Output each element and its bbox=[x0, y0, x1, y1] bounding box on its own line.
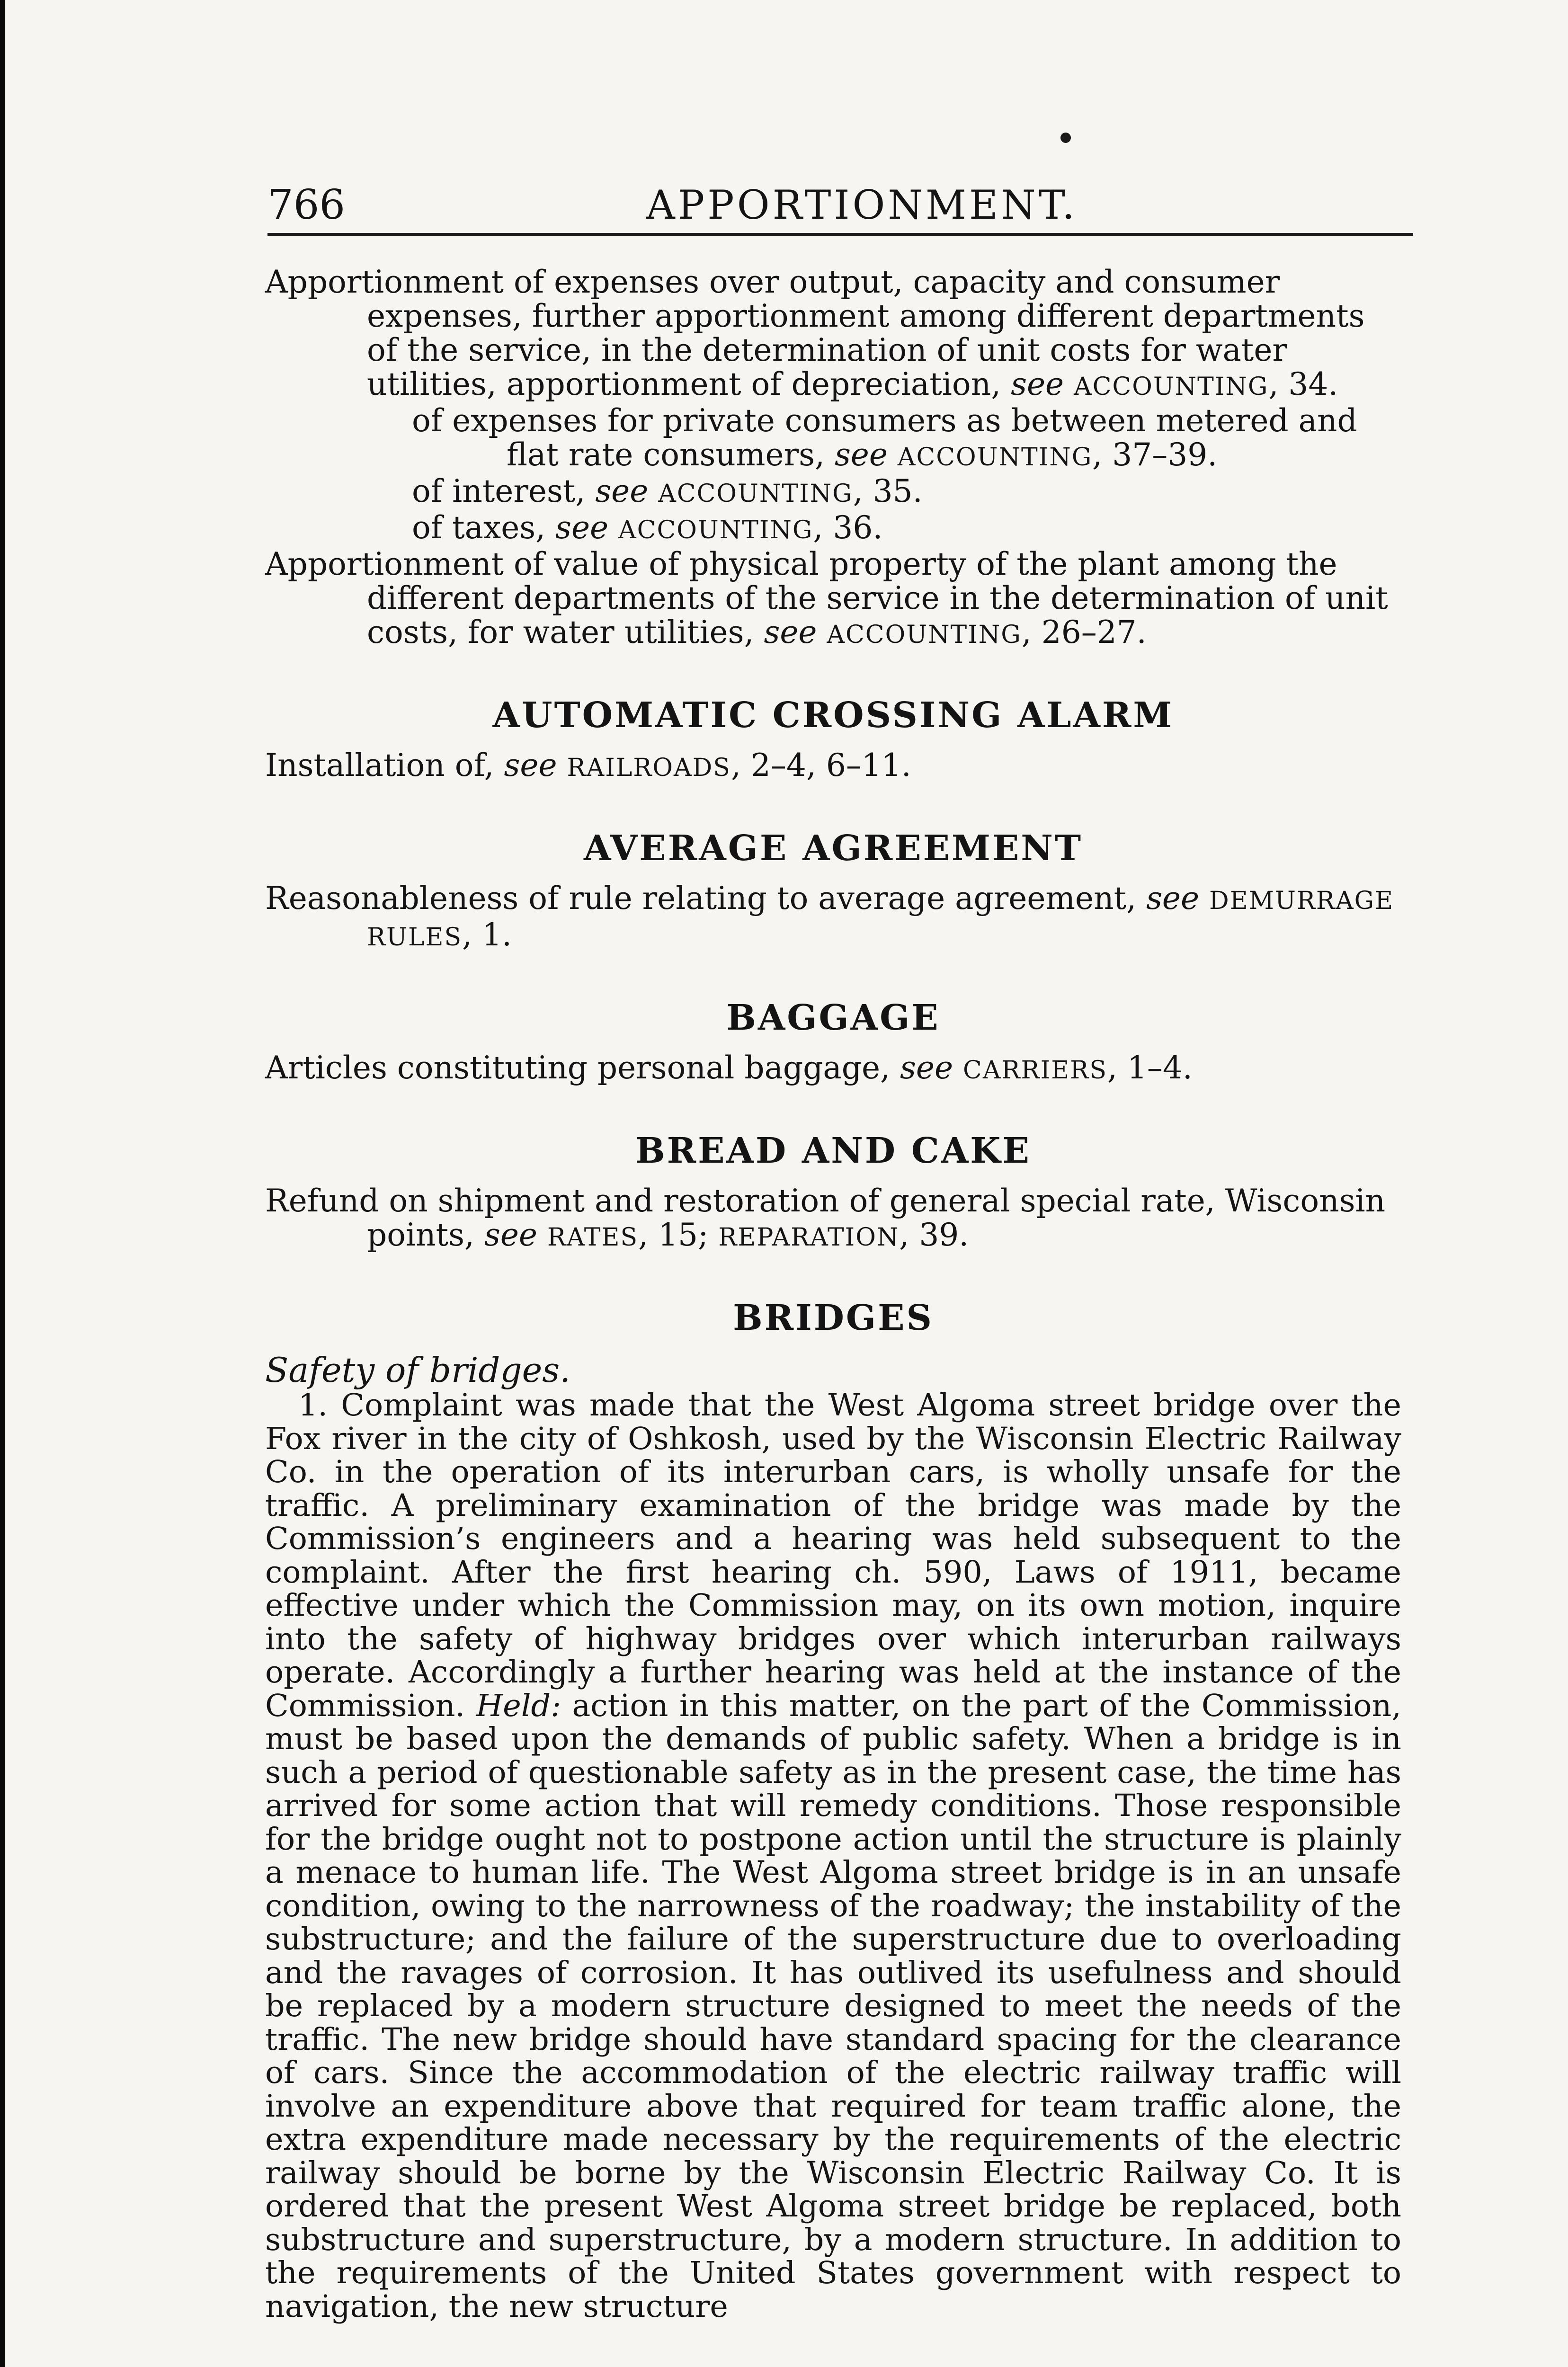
see-word: see bbox=[900, 1050, 953, 1086]
running-title: APPORTIONMENT. bbox=[646, 182, 1078, 228]
see-word: see bbox=[504, 747, 557, 783]
heading-automatic-crossing-alarm: AUTOMATIC CROSSING ALARM bbox=[492, 695, 1174, 736]
apportionment-entry-value bbox=[265, 547, 1401, 652]
page-refs: , 2–4, 6–11. bbox=[731, 747, 911, 783]
cross-reference: DEMURRAGE RULES bbox=[367, 887, 1394, 952]
index-content bbox=[265, 265, 1401, 2323]
page-refs: , 26–27. bbox=[1021, 614, 1147, 650]
entry-text: Reasonableness of rule relating to average agreement, bbox=[265, 880, 1147, 917]
cross-reference: ACCOUNTING bbox=[827, 621, 1022, 649]
cross-reference: ACCOUNTING bbox=[658, 480, 853, 508]
cross-reference: ACCOUNTING bbox=[1074, 373, 1269, 401]
paragraph-text: action in this matter, on the part of the Commission, must be based upon the demands of public safety. When a bridge is in such a period of questionable safety as in the present case, the time has arrived for some action that will remedy conditions. Those responsible for the bridge ought not to postpone action until the structure is plainly a menace to human life. The West Algoma street bridge is in an unsafe condition, owing to the narrowness of the roadway; the instability of the substructure; and the failure of the superstructure due to overloading and the ravages of corrosion. It has outlived its usefulness and should be replaced by a modern structure designed to meet the needs of the traffic. The new bridge should have standard spacing for the clearance of cars. Since the accommodation of the electric railway traffic will involve an expenditure above that required for team traffic alone, the extra expenditure made necessary by the requirements of the electric railway should be borne by the Wisconsin Electric Railway Co. It is ordered that the present West Algoma street bridge be replaced, both substructure and superstructure, by a modern structure. In addition to the requirements of the United States government with respect to navigation, the new structure bbox=[265, 1688, 1402, 2324]
cross-reference: ACCOUNTING bbox=[897, 443, 1093, 472]
bridges-paragraph bbox=[265, 1389, 1401, 2323]
see-word: see bbox=[555, 509, 609, 546]
cross-reference: REPARATION bbox=[718, 1223, 900, 1252]
see-word: see bbox=[595, 473, 649, 509]
bread-and-cake-entry bbox=[265, 1184, 1401, 1255]
apportionment-entry-expenses bbox=[265, 265, 1401, 404]
ink-dot bbox=[1060, 133, 1071, 143]
running-head bbox=[267, 179, 1404, 231]
page-refs: , 15; bbox=[638, 1217, 719, 1253]
entry-text: of expenses for private consumers as between metered and flat rate consumers, bbox=[412, 402, 1357, 473]
heading-average-agreement: AVERAGE AGREEMENT bbox=[583, 828, 1083, 869]
see-word: see bbox=[834, 436, 888, 473]
page-refs: , 34. bbox=[1268, 366, 1338, 402]
page-refs: , 36. bbox=[813, 509, 883, 546]
see-word: see bbox=[484, 1217, 537, 1253]
entry-text: Apportionment of expenses over output, capacity and consumer expenses, further apportionment among different departments of the service, in the determination of unit costs for water utilities, apportionment of depreciation, bbox=[265, 264, 1365, 402]
page-refs: , 1–4. bbox=[1107, 1050, 1193, 1086]
cross-reference: RATES bbox=[547, 1223, 639, 1252]
heading-bridges: BRIDGES bbox=[733, 1298, 934, 1338]
bridges-paragraph-text bbox=[265, 1389, 1401, 2323]
subheading-safety-of-bridges: Safety of bridges. bbox=[265, 1350, 571, 1390]
entry-text: Installation of, bbox=[265, 747, 504, 783]
heading-bread-and-cake: BREAD AND CAKE bbox=[635, 1130, 1031, 1171]
cross-reference: CARRIERS bbox=[963, 1056, 1107, 1085]
entry-text: of taxes, bbox=[412, 509, 556, 546]
entry-text: of interest, bbox=[412, 473, 596, 509]
held-label: Held: bbox=[476, 1688, 561, 1724]
see-word: see bbox=[1146, 880, 1200, 917]
page-refs: , 39. bbox=[899, 1217, 969, 1253]
cross-reference: ACCOUNTING bbox=[618, 516, 813, 544]
paragraph-text: 1. Complaint was made that the West Algoma street bridge over the Fox river in the city of Oshkosh, used by the Wisconsin Electric Railway Co. in the operation of its interurban cars, is wholly unsafe for the traffic. A preliminary examination of the bridge was made by the Commission’s engineers and a hearing was held subsequent to the complaint. After the first hearing ch. 590, Laws of 1911, became effective under which the Commission may, on its own motion, inquire into the safety of highway bridges over which interurban railways operate. Accordingly a further hearing was held at the instance of the Commission. bbox=[265, 1388, 1401, 1724]
baggage-entry bbox=[265, 1051, 1401, 1087]
apportionment-subentry-interest bbox=[265, 474, 1401, 511]
page-refs: , 1. bbox=[462, 917, 512, 953]
entry-text: Apportionment of value of physical property of the plant among the different departments of the service in the determination of unit costs, for water utilities, bbox=[265, 546, 1388, 650]
page-refs: , 37–39. bbox=[1092, 436, 1218, 473]
cross-reference: RAILROADS bbox=[567, 754, 731, 782]
see-word: see bbox=[1011, 366, 1064, 402]
scan-left-edge bbox=[0, 0, 5, 2367]
see-word: see bbox=[764, 614, 817, 650]
automatic-crossing-alarm-entry bbox=[265, 748, 1401, 785]
header-rule bbox=[267, 233, 1413, 236]
entry-text: Refund on shipment and restoration of general special rate, Wisconsin points, bbox=[265, 1183, 1386, 1253]
average-agreement-entry bbox=[265, 881, 1401, 954]
entry-text: Articles constituting personal baggage, bbox=[265, 1050, 900, 1086]
apportionment-subentry-private-consumers bbox=[265, 404, 1401, 474]
heading-baggage: BAGGAGE bbox=[726, 997, 940, 1038]
apportionment-subentry-taxes bbox=[265, 511, 1401, 547]
page-number: 766 bbox=[267, 181, 346, 229]
page-refs: , 35. bbox=[853, 473, 923, 509]
